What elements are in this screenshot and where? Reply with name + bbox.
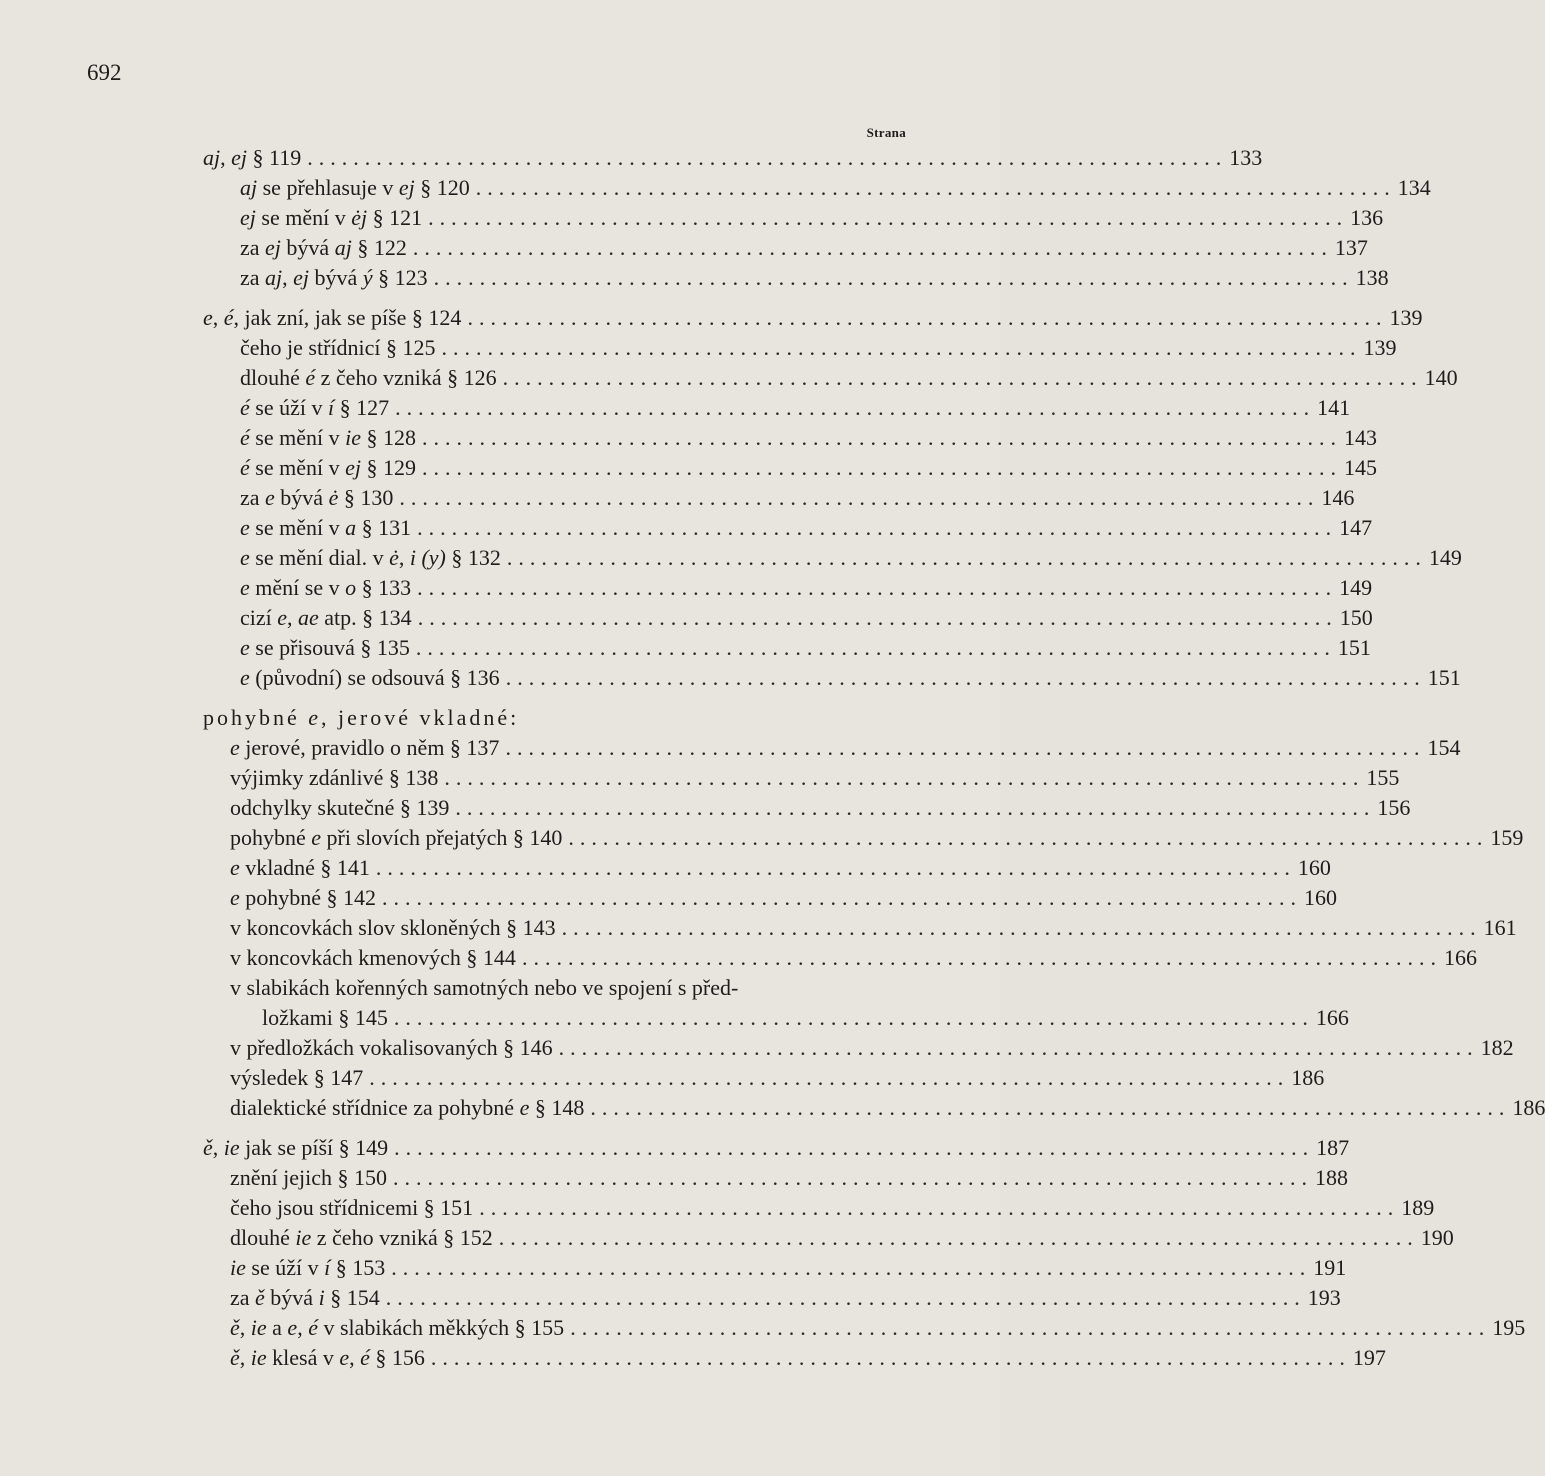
dot-leader: ................................................................................ xyxy=(558,1035,1479,1060)
toc-entry-label: ě, ie a e, é v slabikách měkkých § 155 xyxy=(230,1315,565,1340)
toc-entry-page: 155 xyxy=(1366,765,1400,790)
toc-entry-label: v předložkách vokalisovaných § 146 xyxy=(230,1035,553,1060)
toc-entry xyxy=(230,913,1517,943)
toc-entry xyxy=(230,1093,1545,1123)
toc-entry xyxy=(240,513,1373,543)
toc-entry-page: 156 xyxy=(1377,795,1411,820)
toc-entry-page: 195 xyxy=(1492,1315,1526,1340)
toc-entry-label: čeho je střídnicí § 125 xyxy=(240,335,436,360)
dot-leader: ................................................................................ xyxy=(568,825,1489,850)
toc-entry xyxy=(230,943,1477,973)
dot-leader: ................................................................................ xyxy=(415,635,1336,660)
toc-entry-page: 189 xyxy=(1401,1195,1435,1220)
dot-leader: ................................................................................ xyxy=(395,395,1316,420)
toc-entry-page: 143 xyxy=(1343,425,1377,450)
toc-entry-page: 186 xyxy=(1512,1095,1545,1120)
toc-entry-label: é se mění v ej § 129 xyxy=(240,455,416,480)
toc-entry-label: e se přisouvá § 135 xyxy=(240,635,410,660)
dot-leader: ................................................................................ xyxy=(428,205,1349,230)
toc-entry xyxy=(230,1033,1514,1063)
toc-entry-page: 134 xyxy=(1397,175,1431,200)
toc-entry xyxy=(230,793,1411,823)
toc-entry xyxy=(203,1133,1350,1163)
toc-entry-label: odchylky skutečné § 139 xyxy=(230,795,450,820)
dot-leader: ................................................................................ xyxy=(382,885,1303,910)
toc-entry xyxy=(262,1003,1349,1033)
toc-entry-label: é se mění v ie § 128 xyxy=(240,425,416,450)
toc-entry-label: čeho jsou střídnicemi § 151 xyxy=(230,1195,474,1220)
dot-leader: ................................................................................ xyxy=(421,425,1342,450)
toc-entry-page: 160 xyxy=(1297,855,1331,880)
toc-entry-label: aj se přehlasuje v ej § 120 xyxy=(240,175,470,200)
toc-entry xyxy=(230,1313,1526,1343)
toc-entry-label: aj, ej § 119 xyxy=(203,145,302,170)
toc-entry-page: 161 xyxy=(1483,915,1517,940)
toc-entry-page: 146 xyxy=(1321,485,1355,510)
toc-entry-page: 186 xyxy=(1291,1065,1325,1090)
toc-entry-page: 133 xyxy=(1229,145,1263,170)
toc-entry-page: 138 xyxy=(1355,265,1389,290)
dot-leader: ................................................................................ xyxy=(479,1195,1400,1220)
toc-entry xyxy=(240,203,1384,233)
dot-leader: ................................................................................ xyxy=(433,265,1354,290)
dot-leader: ................................................................................ xyxy=(506,545,1427,570)
dot-leader: ................................................................................ xyxy=(307,145,1228,170)
toc-entry-label: ě, ie jak se píší § 149 xyxy=(203,1135,389,1160)
dot-leader: ................................................................................ xyxy=(455,795,1376,820)
toc-entry xyxy=(230,733,1461,763)
toc-entry xyxy=(230,1283,1341,1313)
toc-entry xyxy=(240,573,1373,603)
toc-entry xyxy=(240,543,1462,573)
dot-leader: ................................................................................ xyxy=(391,1255,1312,1280)
toc-entry xyxy=(230,1163,1349,1193)
toc-entry-page: 159 xyxy=(1490,825,1524,850)
column-header-strana: Strana xyxy=(866,125,906,140)
toc-entry-label: v koncovkách slov skloněných § 143 xyxy=(230,915,556,940)
toc-entry-page: 190 xyxy=(1420,1225,1454,1250)
dot-leader: ................................................................................ xyxy=(521,945,1442,970)
toc-entry-label: e se mění dial. v ė, i (y) § 132 xyxy=(240,545,501,570)
dot-leader: ................................................................................ xyxy=(399,485,1320,510)
toc-entry-label: za ě bývá i § 154 xyxy=(230,1285,380,1310)
dot-leader: ................................................................................ xyxy=(393,1005,1314,1030)
toc-entry-label: e (původní) se odsouvá § 136 xyxy=(240,665,500,690)
toc-entry-label: ložkami § 145 xyxy=(262,1005,388,1030)
dot-leader: ................................................................................ xyxy=(421,455,1342,480)
dot-leader: ................................................................................ xyxy=(417,605,1338,630)
toc-entry xyxy=(230,823,1524,853)
toc-entry-page: 182 xyxy=(1480,1035,1514,1060)
dot-leader: ................................................................................ xyxy=(417,515,1338,540)
page-number: 692 xyxy=(87,60,122,85)
toc-entry-page: 193 xyxy=(1307,1285,1341,1310)
dot-leader: ................................................................................ xyxy=(430,1345,1351,1370)
toc-entry-label: ie se úží v í § 153 xyxy=(230,1255,386,1280)
toc-entry-page: 188 xyxy=(1315,1165,1349,1190)
toc-entry xyxy=(240,453,1377,483)
toc-entry xyxy=(240,363,1458,393)
toc-entry-label: e mění se v o § 133 xyxy=(240,575,412,600)
dot-leader: ................................................................................ xyxy=(475,175,1396,200)
toc-entry-label: e, é, jak zní, jak se píše § 124 xyxy=(203,305,462,330)
toc-entry-label: pohybné e při slovích přejatých § 140 xyxy=(230,825,563,850)
toc-entry-page: 139 xyxy=(1363,335,1397,360)
toc-entry xyxy=(230,1193,1435,1223)
toc-entry-page: 141 xyxy=(1317,395,1351,420)
section-heading: pohybné e, jerové vkladné: xyxy=(203,705,520,730)
dot-leader: ................................................................................ xyxy=(385,1285,1306,1310)
toc-entry-page: 149 xyxy=(1428,545,1462,570)
toc-entry-page: 166 xyxy=(1443,945,1477,970)
toc-entry-label: za aj, ej bývá ý § 123 xyxy=(240,265,428,290)
dot-leader: ................................................................................ xyxy=(375,855,1296,880)
toc-entry-label: výjimky zdánlivé § 138 xyxy=(230,765,439,790)
toc-entry xyxy=(240,663,1461,693)
toc-entry-page: 149 xyxy=(1339,575,1373,600)
toc-entry xyxy=(240,233,1368,263)
toc-entry xyxy=(240,483,1355,513)
toc-entry-page: 154 xyxy=(1427,735,1461,760)
dot-leader: ................................................................................ xyxy=(394,1135,1315,1160)
toc-entry-label: v koncovkách kmenových § 144 xyxy=(230,945,516,970)
toc-entry-page: 187 xyxy=(1316,1135,1350,1160)
toc-entry xyxy=(230,763,1400,793)
toc-entry-page: 137 xyxy=(1334,235,1368,260)
toc-entry-label: za e bývá ė § 130 xyxy=(240,485,394,510)
toc-entry-label: ě, ie klesá v e, é § 156 xyxy=(230,1345,425,1370)
toc-entry-page: 139 xyxy=(1389,305,1423,330)
toc-entry-page: 191 xyxy=(1313,1255,1347,1280)
toc-entry-label: e se mění v a § 131 xyxy=(240,515,412,540)
toc-entry-page: 147 xyxy=(1339,515,1373,540)
toc-entry xyxy=(230,853,1331,883)
toc-entry-label: za ej bývá aj § 122 xyxy=(240,235,407,260)
dot-leader: ................................................................................ xyxy=(444,765,1365,790)
dot-leader: ................................................................................ xyxy=(417,575,1338,600)
toc-entry-label: e vkladné § 141 xyxy=(230,855,370,880)
toc-entry xyxy=(203,143,1263,173)
toc-entry xyxy=(230,883,1338,913)
toc-entry-label: é se úží v í § 127 xyxy=(240,395,390,420)
toc-entry xyxy=(240,173,1431,203)
dot-leader: ................................................................................ xyxy=(498,1225,1419,1250)
toc-entry xyxy=(230,1253,1347,1283)
toc-entry-label: dialektické střídnice za pohybné e § 148 xyxy=(230,1095,585,1120)
dot-leader: ................................................................................ xyxy=(561,915,1482,940)
toc-entry xyxy=(230,1063,1325,1093)
toc-entry-page: 160 xyxy=(1304,885,1338,910)
toc-entry-label: ej se mění v ėj § 121 xyxy=(240,205,423,230)
dot-leader: ................................................................................ xyxy=(393,1165,1314,1190)
toc-entry xyxy=(240,393,1351,423)
toc-entry xyxy=(240,633,1371,663)
toc-entry-label: dlouhé ie z čeho vzniká § 152 xyxy=(230,1225,493,1250)
toc-entry-page: 151 xyxy=(1337,635,1371,660)
dot-leader: ................................................................................ xyxy=(570,1315,1491,1340)
dot-leader: ................................................................................ xyxy=(369,1065,1290,1090)
dot-leader: ................................................................................ xyxy=(502,365,1423,390)
dot-leader: ................................................................................ xyxy=(505,735,1426,760)
toc-entry-label: znění jejich § 150 xyxy=(230,1165,388,1190)
toc-entry-page: 145 xyxy=(1343,455,1377,480)
toc-entry xyxy=(240,333,1397,363)
toc-entry-page: 140 xyxy=(1424,365,1458,390)
toc-entry-page: 197 xyxy=(1352,1345,1386,1370)
toc-entry xyxy=(230,1343,1386,1373)
dot-leader: ................................................................................ xyxy=(467,305,1388,330)
toc-entry xyxy=(240,263,1389,293)
toc-entry xyxy=(240,603,1373,633)
toc-entry-label: e pohybné § 142 xyxy=(230,885,377,910)
dot-leader: ................................................................................ xyxy=(505,665,1426,690)
toc-entry-page: 166 xyxy=(1315,1005,1349,1030)
toc-entry xyxy=(203,303,1423,333)
toc-entry-continued: v slabikách kořenných samotných nebo ve spojení s před- xyxy=(230,975,739,1000)
dot-leader: ................................................................................ xyxy=(441,335,1362,360)
dot-leader: ................................................................................ xyxy=(412,235,1333,260)
toc-entry-label: e jerové, pravidlo o něm § 137 xyxy=(230,735,500,760)
toc-entry-page: 136 xyxy=(1350,205,1384,230)
toc-entry xyxy=(240,423,1377,453)
toc-entry-label: cizí e, ae atp. § 134 xyxy=(240,605,412,630)
toc-entry-label: dlouhé é z čeho vzniká § 126 xyxy=(240,365,497,390)
toc-entry xyxy=(230,1223,1454,1253)
dot-leader: ................................................................................ xyxy=(590,1095,1511,1120)
toc-entry-page: 150 xyxy=(1339,605,1373,630)
toc-entry-page: 151 xyxy=(1427,665,1461,690)
toc-entry-label: výsledek § 147 xyxy=(230,1065,364,1090)
